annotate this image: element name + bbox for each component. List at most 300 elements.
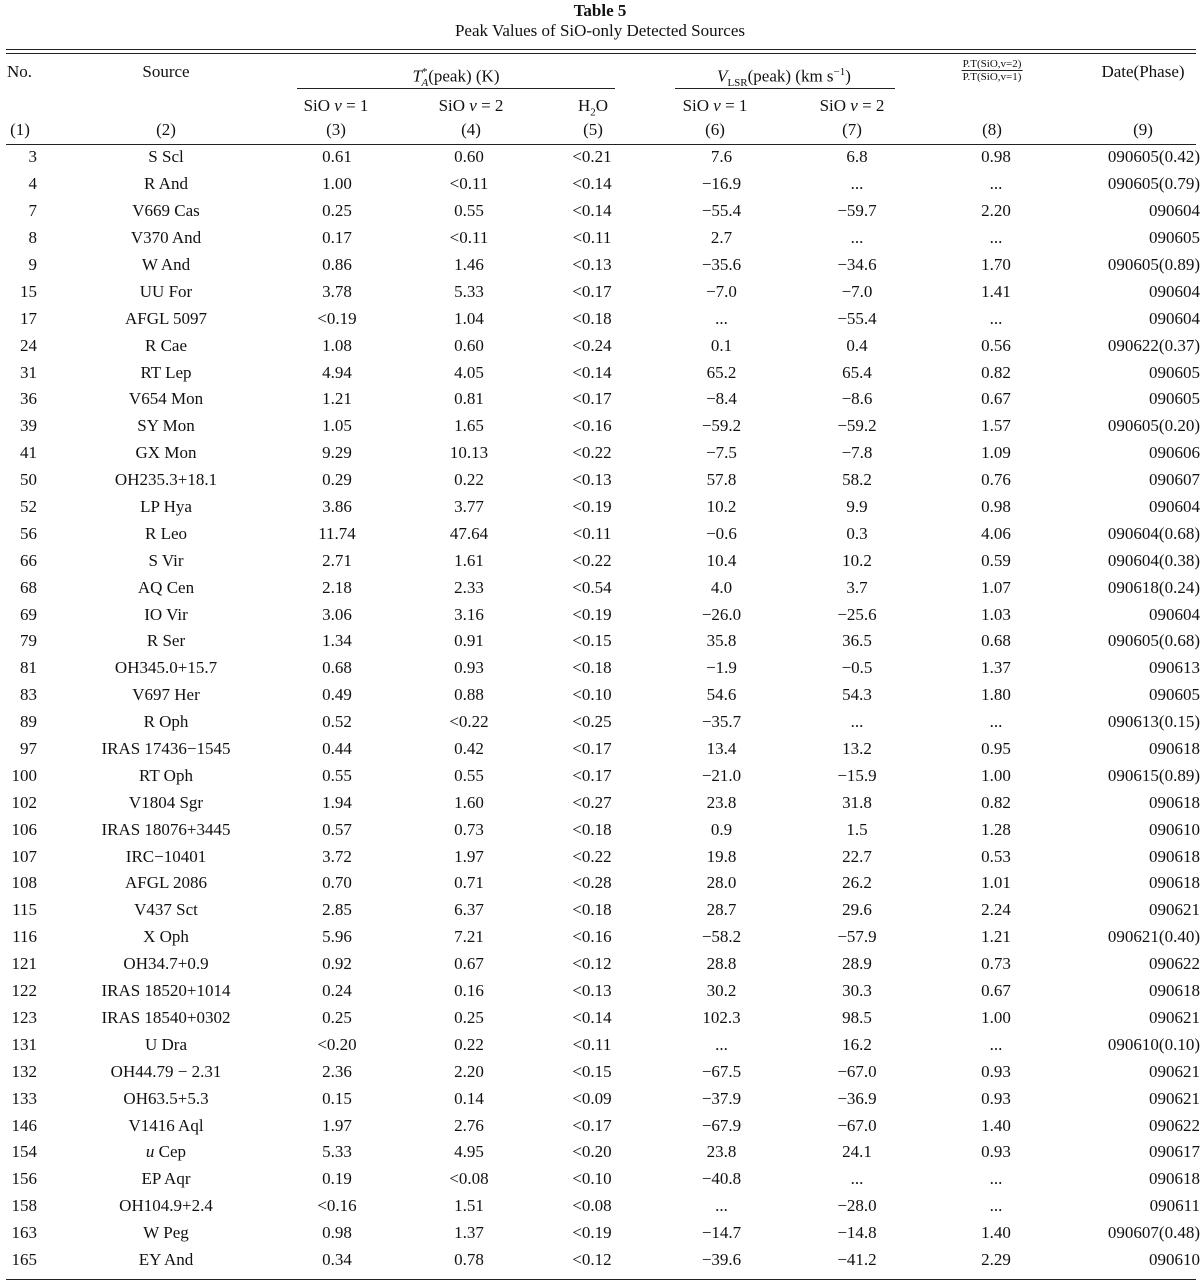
cell-ta-h2o: <0.14 [572, 362, 612, 382]
cell-vlsr-sio-v2: −14.8 [837, 1223, 877, 1243]
cell-ta-sio-v1: 3.86 [322, 497, 352, 517]
cell-ta-h2o: <0.11 [572, 1034, 612, 1054]
cell-source: IRAS 18076+3445 [101, 819, 231, 839]
cell-ta-h2o: <0.16 [572, 927, 612, 947]
cell-ta-h2o: <0.18 [572, 308, 612, 328]
table-row [0, 628, 1200, 655]
colnum-8: (8) [982, 120, 1002, 139]
cell-vlsr-sio-v2: 1.5 [846, 819, 868, 839]
cell-ta-h2o: <0.16 [572, 416, 612, 436]
cell-ratio: ... [989, 174, 1003, 194]
cell-date: 090610(0.10) [1107, 1034, 1200, 1054]
cell-ta-sio-v2: 0.88 [454, 685, 484, 705]
cell-vlsr-sio-v2: 22.7 [842, 846, 872, 866]
cell-no: 50 [20, 470, 37, 490]
cell-source: LP Hya [140, 497, 192, 517]
cell-no: 131 [11, 1034, 37, 1054]
cell-vlsr-sio-v2: −25.6 [837, 604, 877, 624]
cell-ta-sio-v2: 0.67 [454, 954, 484, 974]
table-row [0, 978, 1200, 1005]
cell-vlsr-sio-v2: 30.3 [842, 981, 872, 1001]
header-h2o: $H_2O$ [577, 96, 609, 119]
cell-ta-h2o: <0.15 [572, 1061, 612, 1081]
cell-source: GX Mon [135, 443, 197, 463]
cell-date: 090621 [1149, 900, 1200, 920]
cell-ta-sio-v2: <0.22 [449, 712, 489, 732]
cell-date: 090618 [1149, 1169, 1200, 1189]
cell-ratio: 0.68 [981, 631, 1011, 651]
cell-ta-sio-v2: 2.76 [454, 1115, 484, 1135]
cell-no: 102 [11, 792, 37, 812]
cell-ta-sio-v2: 0.60 [454, 335, 484, 355]
cell-no: 36 [20, 389, 37, 409]
cell-date: 090610 [1149, 1249, 1200, 1269]
cell-vlsr-sio-v2: −41.2 [837, 1249, 877, 1269]
cell-no: 132 [11, 1061, 37, 1081]
cell-ta-h2o: <0.10 [572, 685, 612, 705]
cell-ta-h2o: <0.24 [572, 335, 612, 355]
cell-ta-sio-v1: 4.94 [322, 362, 352, 382]
cell-vlsr-sio-v1: −37.9 [701, 1088, 742, 1108]
cell-ta-h2o: <0.22 [572, 550, 612, 570]
table-row [0, 924, 1200, 951]
cell-vlsr-sio-v1: 102.3 [702, 1007, 741, 1027]
cell-source: AFGL 2086 [124, 873, 207, 893]
header-no: No. [7, 62, 33, 81]
cell-vlsr-sio-v2: −59.2 [837, 416, 877, 436]
cell-ta-sio-v1: <0.19 [317, 308, 357, 328]
cell-source: V370 And [130, 228, 202, 248]
cell-vlsr-sio-v2: 36.5 [842, 631, 872, 651]
table-row [0, 547, 1200, 574]
cell-vlsr-sio-v2: 6.8 [846, 147, 868, 167]
cell-source: R Cae [144, 335, 188, 355]
cell-ta-h2o: <0.17 [572, 281, 612, 301]
cell-ta-h2o: <0.13 [572, 981, 612, 1001]
cell-ratio: 1.40 [981, 1223, 1011, 1243]
cell-ta-h2o: <0.20 [572, 1142, 612, 1162]
cell-vlsr-sio-v2: 9.9 [846, 497, 868, 517]
cell-ratio: 1.07 [981, 577, 1011, 597]
cell-vlsr-sio-v2: −7.0 [841, 281, 873, 301]
cell-vlsr-sio-v1: −1.9 [706, 658, 737, 678]
colnum-7: (7) [842, 120, 862, 139]
table-label: Table 5 [573, 1, 627, 20]
cell-ta-sio-v1: 0.70 [322, 873, 352, 893]
cell-vlsr-sio-v1: 10.2 [706, 497, 737, 517]
cell-ta-sio-v1: 1.05 [322, 416, 352, 436]
cell-date: 090604 [1149, 281, 1200, 301]
cell-ta-sio-v2: 0.22 [454, 1034, 484, 1054]
cell-ta-sio-v1: 0.25 [322, 1007, 352, 1027]
cell-no: 89 [20, 712, 37, 732]
cell-source: W Peg [143, 1223, 189, 1243]
cell-ta-sio-v1: 0.86 [322, 255, 352, 274]
cell-vlsr-sio-v1: −40.8 [701, 1169, 742, 1189]
table-row [0, 736, 1200, 763]
cell-ta-sio-v2: 1.97 [454, 846, 484, 866]
cell-ta-h2o: <0.17 [572, 1115, 612, 1135]
cell-ratio: 0.73 [981, 954, 1011, 974]
cell-ta-sio-v1: 1.21 [322, 389, 352, 409]
cell-vlsr-sio-v1: −67.5 [701, 1061, 742, 1081]
cell-ratio: ... [989, 308, 1003, 328]
cell-vlsr-sio-v1: −14.7 [701, 1223, 742, 1243]
bottom-rule [6, 1279, 1196, 1280]
table-row [0, 225, 1200, 252]
top-rule [6, 49, 1196, 50]
cell-date: 090605 [1149, 685, 1200, 705]
table-row [0, 574, 1200, 601]
cell-ta-sio-v2: 0.71 [454, 873, 484, 893]
table-row [0, 252, 1200, 279]
table-row [0, 144, 1200, 171]
cell-ta-h2o: <0.19 [572, 604, 612, 624]
cell-date: 090605(0.20) [1107, 416, 1200, 436]
cell-ta-h2o: <0.25 [572, 712, 612, 732]
cell-ta-sio-v1: 0.17 [322, 228, 352, 248]
cell-ta-sio-v2: <0.11 [449, 228, 489, 248]
table-row [0, 1005, 1200, 1032]
cell-ta-sio-v1: 5.33 [322, 1142, 352, 1162]
cell-no: 41 [20, 443, 37, 463]
cell-date: 090617 [1149, 1142, 1200, 1162]
cell-ta-sio-v1: 0.34 [322, 1249, 352, 1269]
cell-ta-sio-v2: 6.37 [454, 900, 484, 920]
cell-ratio: 2.24 [981, 900, 1011, 920]
cell-ratio: 0.93 [981, 1061, 1011, 1081]
header-ratio [962, 58, 1023, 83]
cell-ta-h2o: <0.15 [572, 631, 612, 651]
cell-no: 83 [20, 685, 37, 705]
cell-vlsr-sio-v1: −26.0 [701, 604, 742, 624]
cell-source: OH34.7+0.9 [123, 954, 209, 974]
cell-no: 100 [11, 765, 37, 785]
cell-ta-h2o: <0.14 [572, 1007, 612, 1027]
cell-date: 090618 [1149, 739, 1200, 759]
cell-ta-h2o: <0.21 [572, 147, 612, 167]
header-vlsr-group: $V_{LSR}(peak)$ (km $s^{-1}$) [717, 66, 851, 90]
cell-ta-h2o: <0.22 [572, 846, 612, 866]
cell-no: 24 [20, 335, 37, 355]
cell-ta-sio-v1: 0.55 [322, 765, 352, 785]
cell-vlsr-sio-v1: 0.9 [710, 819, 733, 839]
cell-vlsr-sio-v1: −55.4 [701, 201, 742, 221]
cell-no: 7 [28, 201, 37, 221]
cell-ta-h2o: <0.18 [572, 658, 612, 678]
cell-ta-h2o: <0.12 [572, 1249, 612, 1269]
cell-ratio: 0.98 [981, 147, 1011, 167]
cell-ta-sio-v1: 3.72 [322, 846, 352, 866]
cell-ratio: ... [989, 1034, 1003, 1054]
cell-ta-sio-v2: <0.11 [449, 174, 489, 194]
cell-vlsr-sio-v1: 23.8 [706, 792, 737, 812]
cell-vlsr-sio-v1: −7.5 [706, 443, 737, 463]
colnum-4: (4) [461, 120, 481, 139]
header-sio-v2-vlsr: SiO v = 2 [819, 96, 885, 115]
cell-ratio: 1.21 [981, 927, 1011, 947]
cell-ta-sio-v2: 1.04 [454, 308, 484, 328]
table-row [0, 709, 1200, 736]
cell-ratio: 1.00 [981, 1007, 1011, 1027]
cell-no: 52 [20, 497, 37, 517]
table-row [0, 520, 1200, 547]
cell-ta-h2o: <0.11 [572, 523, 612, 543]
cell-ta-sio-v2: 0.91 [454, 631, 484, 651]
cell-ratio: 1.41 [981, 281, 1011, 301]
cell-vlsr-sio-v2: 58.2 [842, 470, 872, 490]
cell-date: 090604(0.68) [1107, 523, 1200, 543]
cell-no: 39 [20, 416, 37, 436]
cell-ta-sio-v2: 0.93 [454, 658, 484, 678]
cell-date: 090622(0.37) [1107, 335, 1200, 355]
table-row [0, 386, 1200, 413]
table-row [0, 816, 1200, 843]
cell-ratio: 0.98 [981, 497, 1011, 517]
cell-source: IO Vir [144, 604, 188, 624]
cell-ratio: 0.67 [981, 981, 1011, 1001]
table-row [0, 413, 1200, 440]
cell-source: AFGL 5097 [124, 308, 207, 328]
cell-no: 68 [20, 577, 37, 597]
colnum-9: (9) [1133, 120, 1153, 139]
cell-vlsr-sio-v2: −67.0 [837, 1115, 877, 1135]
cell-vlsr-sio-v1: −21.0 [701, 765, 742, 785]
cell-source: RT Lep [140, 362, 192, 382]
table-row [0, 1058, 1200, 1085]
cell-ta-sio-v1: 0.15 [322, 1088, 352, 1108]
cell-source: V1416 Aql [128, 1115, 204, 1135]
cell-ta-sio-v2: 0.55 [454, 201, 484, 221]
cell-ta-sio-v1: 0.61 [322, 147, 352, 167]
cell-no: 107 [11, 846, 37, 866]
cell-no: 9 [28, 255, 37, 274]
cell-date: 090604 [1149, 497, 1200, 517]
ta-group-rule [297, 88, 615, 89]
table-row [0, 1220, 1200, 1247]
cell-vlsr-sio-v1: −8.4 [706, 389, 737, 409]
cell-source: IRC−10401 [125, 846, 207, 866]
cell-source: V654 Mon [128, 389, 204, 409]
cell-vlsr-sio-v1: 28.0 [706, 873, 737, 893]
cell-source: V697 Her [132, 685, 200, 705]
cell-no: 79 [20, 631, 37, 651]
cell-vlsr-sio-v1: 23.8 [706, 1142, 737, 1162]
cell-ratio: 0.82 [981, 792, 1011, 812]
cell-ratio: 1.57 [981, 416, 1011, 436]
table-row [0, 278, 1200, 305]
cell-no: 146 [11, 1115, 37, 1135]
cell-source: OH235.3+18.1 [114, 470, 218, 490]
cell-ta-sio-v1: 11.74 [318, 523, 356, 543]
table-row [0, 762, 1200, 789]
cell-no: 81 [20, 658, 37, 678]
cell-vlsr-sio-v1: ... [715, 1196, 728, 1216]
cell-vlsr-sio-v2: 26.2 [842, 873, 872, 893]
cell-source: R And [144, 174, 188, 194]
cell-vlsr-sio-v2: −8.6 [841, 389, 873, 409]
cell-ta-sio-v1: 1.94 [322, 792, 352, 812]
cell-no: 154 [11, 1142, 37, 1162]
cell-ta-h2o: <0.13 [572, 255, 612, 274]
vlsr-group-rule [675, 88, 895, 89]
cell-date: 090605 [1149, 389, 1200, 409]
table-body [0, 144, 1200, 1273]
cell-date: 090618 [1149, 846, 1200, 866]
cell-ta-sio-v2: 1.60 [454, 792, 484, 812]
cell-vlsr-sio-v2: 10.2 [842, 550, 872, 570]
table-row [0, 951, 1200, 978]
cell-ta-h2o: <0.12 [572, 954, 612, 974]
cell-ta-sio-v2: 1.46 [454, 255, 484, 274]
cell-source: R Oph [143, 712, 189, 732]
cell-ta-h2o: <0.22 [572, 443, 612, 463]
cell-date: 090604 [1149, 201, 1200, 221]
cell-ratio: 1.28 [981, 819, 1011, 839]
table-row [0, 682, 1200, 709]
colnum-1: (1) [10, 120, 30, 139]
cell-date: 090622 [1149, 954, 1200, 974]
cell-date: 090605(0.89) [1107, 255, 1200, 274]
cell-ta-sio-v1: 0.92 [322, 954, 352, 974]
cell-ta-h2o: <0.14 [572, 201, 612, 221]
cell-source: S Scl [148, 147, 184, 167]
cell-ta-sio-v2: <0.08 [449, 1169, 489, 1189]
table-row [0, 171, 1200, 198]
cell-ta-sio-v1: 1.08 [322, 335, 352, 355]
cell-vlsr-sio-v2: −59.7 [837, 201, 877, 221]
cell-date: 090604(0.38) [1107, 550, 1200, 570]
cell-vlsr-sio-v2: −7.8 [841, 443, 873, 463]
cell-ta-h2o: <0.17 [572, 739, 612, 759]
cell-vlsr-sio-v2: −15.9 [837, 765, 877, 785]
cell-ta-sio-v2: 0.73 [454, 819, 484, 839]
cell-ta-h2o: <0.11 [572, 228, 612, 248]
table-row [0, 655, 1200, 682]
cell-date: 090613(0.15) [1107, 712, 1200, 732]
cell-vlsr-sio-v1: −59.2 [701, 416, 742, 436]
header-sio-v1-ta: SiO v = 1 [303, 96, 369, 115]
cell-source: V1804 Sgr [128, 792, 204, 812]
cell-vlsr-sio-v1: 7.6 [710, 147, 733, 167]
cell-ta-h2o: <0.17 [572, 765, 612, 785]
cell-ta-h2o: <0.09 [572, 1088, 612, 1108]
cell-vlsr-sio-v2: 31.8 [842, 792, 872, 812]
cell-vlsr-sio-v2: 54.3 [842, 685, 872, 705]
cell-vlsr-sio-v1: 19.8 [706, 846, 737, 866]
cell-ratio: 1.09 [981, 443, 1011, 463]
cell-no: 31 [20, 362, 37, 382]
cell-ta-sio-v2: 5.33 [454, 281, 484, 301]
table-caption [0, 0, 1200, 41]
cell-no: 4 [28, 174, 37, 194]
cell-vlsr-sio-v1: 10.4 [706, 550, 737, 570]
cell-source: W And [141, 255, 191, 274]
cell-ratio: ... [989, 1196, 1003, 1216]
cell-ta-sio-v1: 2.36 [322, 1061, 352, 1081]
cell-source: OH63.5+5.3 [123, 1088, 209, 1108]
table-row [0, 601, 1200, 628]
header-ta-group: $T^*_A(peak)$ (K) [412, 66, 500, 90]
cell-vlsr-sio-v1: 35.8 [706, 631, 737, 651]
cell-ratio: ... [989, 228, 1003, 248]
header-sio-v1-vlsr: SiO v = 1 [682, 96, 748, 115]
cell-date: 090610 [1149, 819, 1200, 839]
cell-date: 090611 [1149, 1196, 1200, 1216]
cell-date: 090605(0.68) [1107, 631, 1200, 651]
colnum-6: (6) [705, 120, 725, 139]
cell-ta-sio-v1: 5.96 [322, 927, 352, 947]
cell-ta-h2o: <0.13 [572, 470, 612, 490]
cell-ta-h2o: <0.27 [572, 792, 612, 812]
cell-source: IRAS 18520+1014 [101, 981, 231, 1001]
cell-vlsr-sio-v2: ... [850, 1169, 864, 1189]
cell-vlsr-sio-v1: 2.7 [710, 228, 733, 248]
cell-ta-sio-v2: 2.33 [454, 577, 484, 597]
cell-ta-sio-v2: 0.55 [454, 765, 484, 785]
cell-ta-sio-v1: 0.52 [322, 712, 352, 732]
table-row [0, 789, 1200, 816]
header-date: Date(Phase) [1101, 62, 1185, 81]
cell-ratio: 0.53 [981, 846, 1011, 866]
cell-ta-sio-v2: 1.51 [454, 1196, 484, 1216]
table-row [0, 198, 1200, 225]
cell-ta-h2o: <0.08 [572, 1196, 612, 1216]
cell-vlsr-sio-v1: −39.6 [701, 1249, 742, 1269]
cell-source: OH345.0+15.7 [114, 658, 218, 678]
cell-vlsr-sio-v2: −57.9 [837, 927, 877, 947]
cell-source: V669 Cas [132, 201, 200, 221]
cell-ta-sio-v1: 0.25 [322, 201, 352, 221]
cell-ta-sio-v1: 3.78 [322, 281, 352, 301]
cell-vlsr-sio-v2: −0.5 [841, 658, 873, 678]
table-row [0, 897, 1200, 924]
cell-vlsr-sio-v2: 65.4 [842, 362, 872, 382]
cell-no: 163 [11, 1223, 37, 1243]
cell-ta-sio-v1: 1.97 [322, 1115, 352, 1135]
cell-vlsr-sio-v1: 4.0 [710, 577, 733, 597]
cell-ta-sio-v2: 10.13 [449, 443, 489, 463]
cell-vlsr-sio-v2: −34.6 [837, 255, 877, 274]
cell-source: RT Oph [139, 765, 193, 785]
cell-ta-sio-v2: 0.14 [454, 1088, 484, 1108]
cell-ratio: ... [989, 712, 1003, 732]
cell-vlsr-sio-v1: 13.4 [706, 739, 737, 759]
cell-date: 090605(0.79) [1107, 174, 1200, 194]
cell-date: 090621 [1149, 1088, 1200, 1108]
cell-vlsr-sio-v2: 0.4 [846, 335, 868, 355]
cell-date: 090605(0.42) [1107, 147, 1200, 167]
cell-ta-sio-v1: <0.20 [317, 1034, 357, 1054]
cell-no: 165 [11, 1249, 37, 1269]
data-table [0, 144, 1200, 1273]
cell-ta-sio-v1: <0.16 [317, 1196, 357, 1216]
cell-vlsr-sio-v1: −0.6 [706, 523, 737, 543]
cell-vlsr-sio-v2: 24.1 [842, 1142, 872, 1162]
cell-ta-sio-v2: 1.61 [454, 550, 484, 570]
cell-ta-sio-v2: 1.65 [454, 416, 484, 436]
cell-vlsr-sio-v1: −35.7 [701, 712, 742, 732]
cell-vlsr-sio-v1: −67.9 [701, 1115, 742, 1135]
cell-vlsr-sio-v2: −36.9 [837, 1088, 877, 1108]
header-sio-v2-ta: SiO v = 2 [438, 96, 504, 115]
table-title: Peak Values of SiO-only Detected Sources [454, 21, 746, 40]
cell-ratio: 1.03 [981, 604, 1011, 624]
cell-date: 090605 [1149, 228, 1200, 248]
cell-vlsr-sio-v2: ... [850, 712, 864, 732]
cell-source: U Dra [144, 1034, 187, 1054]
cell-ta-sio-v2: 0.16 [454, 981, 484, 1001]
